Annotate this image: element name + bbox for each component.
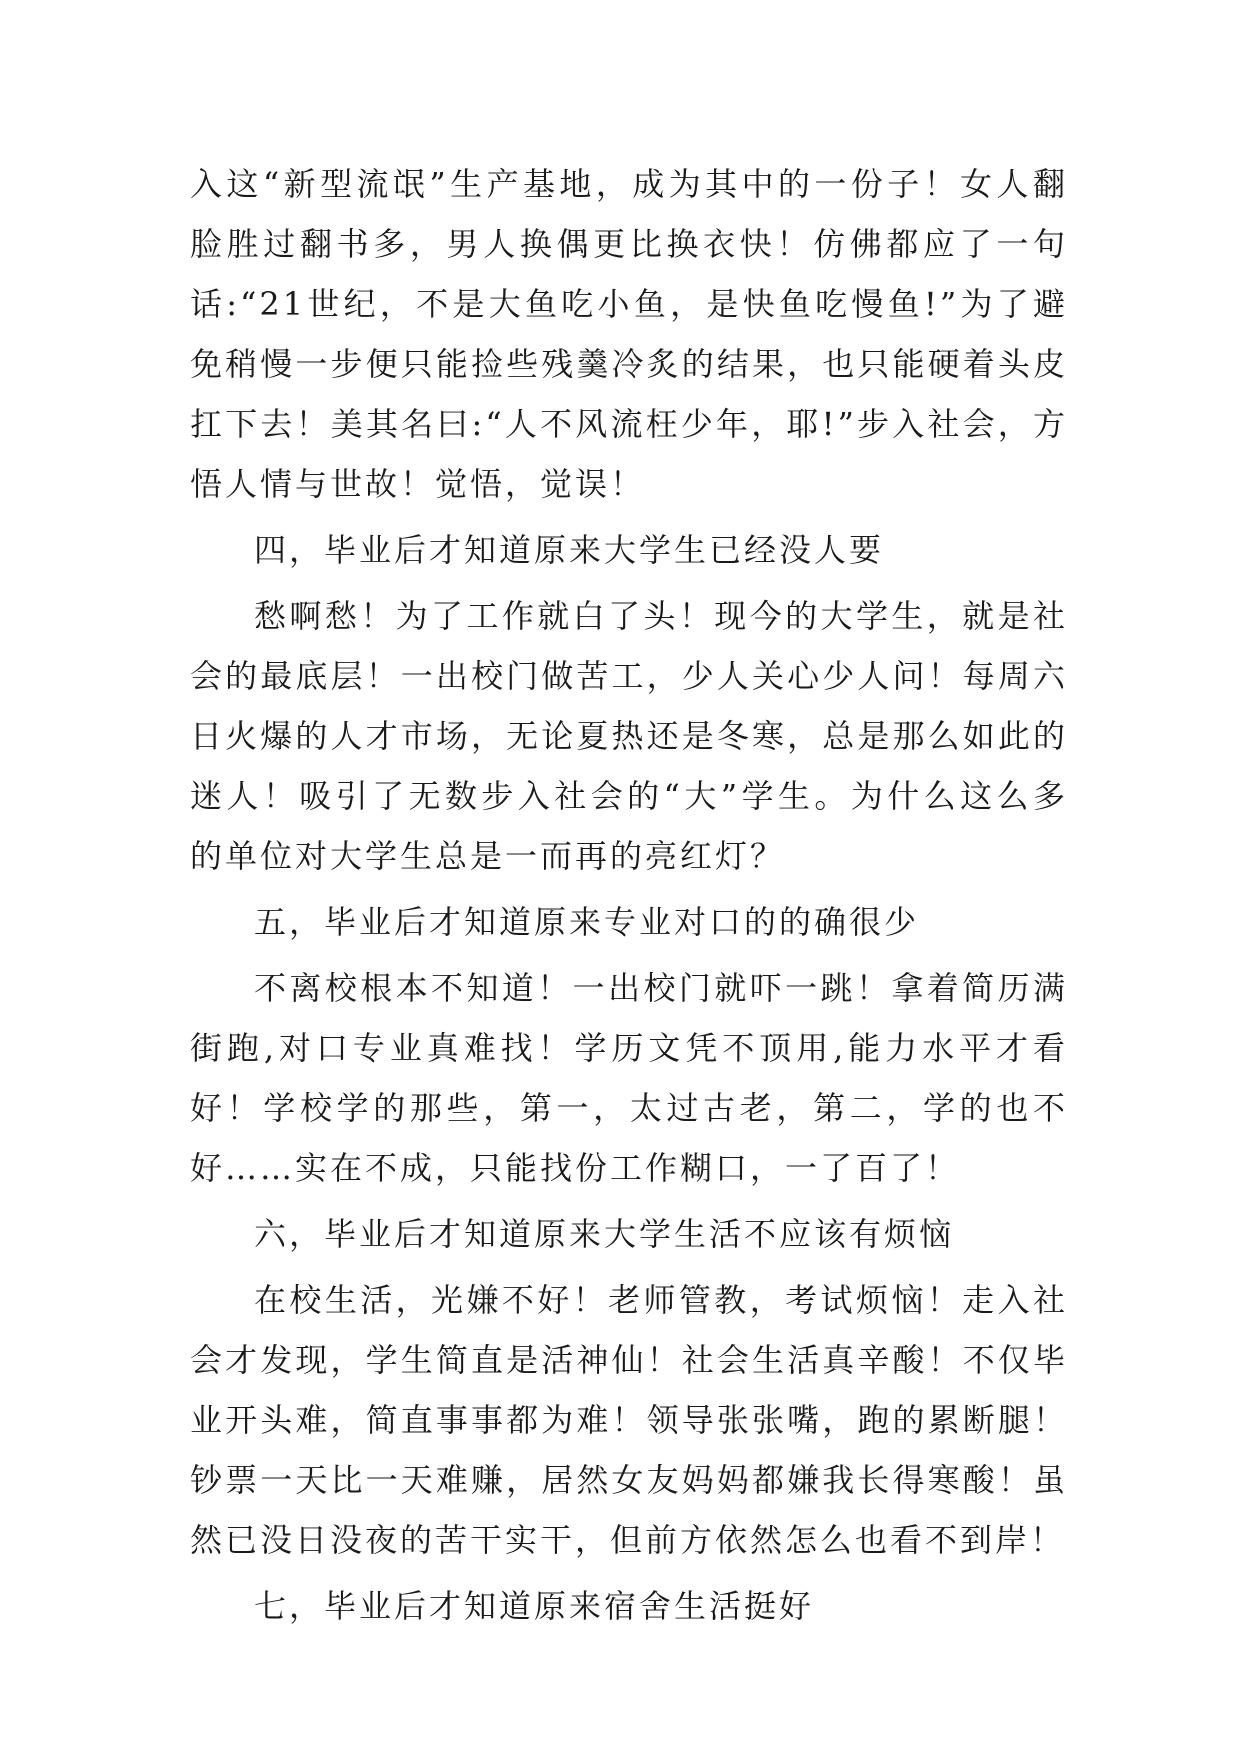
section-heading-7: 七，毕业后才知道原来宿舍生活挺好 (254, 1587, 815, 1625)
paragraph-section-5: 不离校根本不知道！一出校门就吓一跳！拿着简历满街跑,对口专业真难找！学历文凭不顶用,能力水平才看好！学校学的那些，第一，太过古老，第二，学的也不好……实在不成，只能找份工作糊口，一了百了！ (190, 969, 1068, 1187)
document-body (190, 154, 1068, 1642)
paragraph-continued: 入这“新型流氓”生产基地，成为其中的一份子！女人翻脸胜过翻书多，男人换偶更比换衣快！仿佛都应了一句话:“21世纪，不是大鱼吃小鱼，是快鱼吃慢鱼!”为了避免稍慢一步便只能捡些残羹冷炙的结果，也只能硬着头皮扛下去！美其名曰:“人不风流枉少年，耶!”步入社会，方悟人情与世故！觉悟，觉误！ (190, 165, 1068, 503)
paragraph-section-4: 愁啊愁！为了工作就白了头！现今的大学生，就是社会的最底层！一出校门做苦工，少人关心少人问！每周六日火爆的人才市场，无论夏热还是冬寒，总是那么如此的迷人！吸引了无数步入社会的“大”学生。为什么这么多的单位对大学生总是一而再的亮红灯？ (190, 597, 1068, 875)
section-heading-5: 五，毕业后才知道原来专业对口的的确很少 (254, 903, 920, 941)
paragraph-section-6: 在校生活，光嫌不好！老师管教，考试烦恼！走入社会才发现，学生简直是活神仙！社会生活真辛酸！不仅毕业开头难，简直事事都为难！领导张张嘴，跑的累断腿！钞票一天比一天难赚，居然女友妈妈都嫌我长得寒酸！虽然已没日没夜的苦干实干，但前方依然怎么也看不到岸！ (190, 1281, 1068, 1559)
section-heading-6: 六，毕业后才知道原来大学生活不应该有烦恼 (254, 1215, 955, 1253)
section-heading-4: 四，毕业后才知道原来大学生已经没人要 (254, 531, 885, 569)
